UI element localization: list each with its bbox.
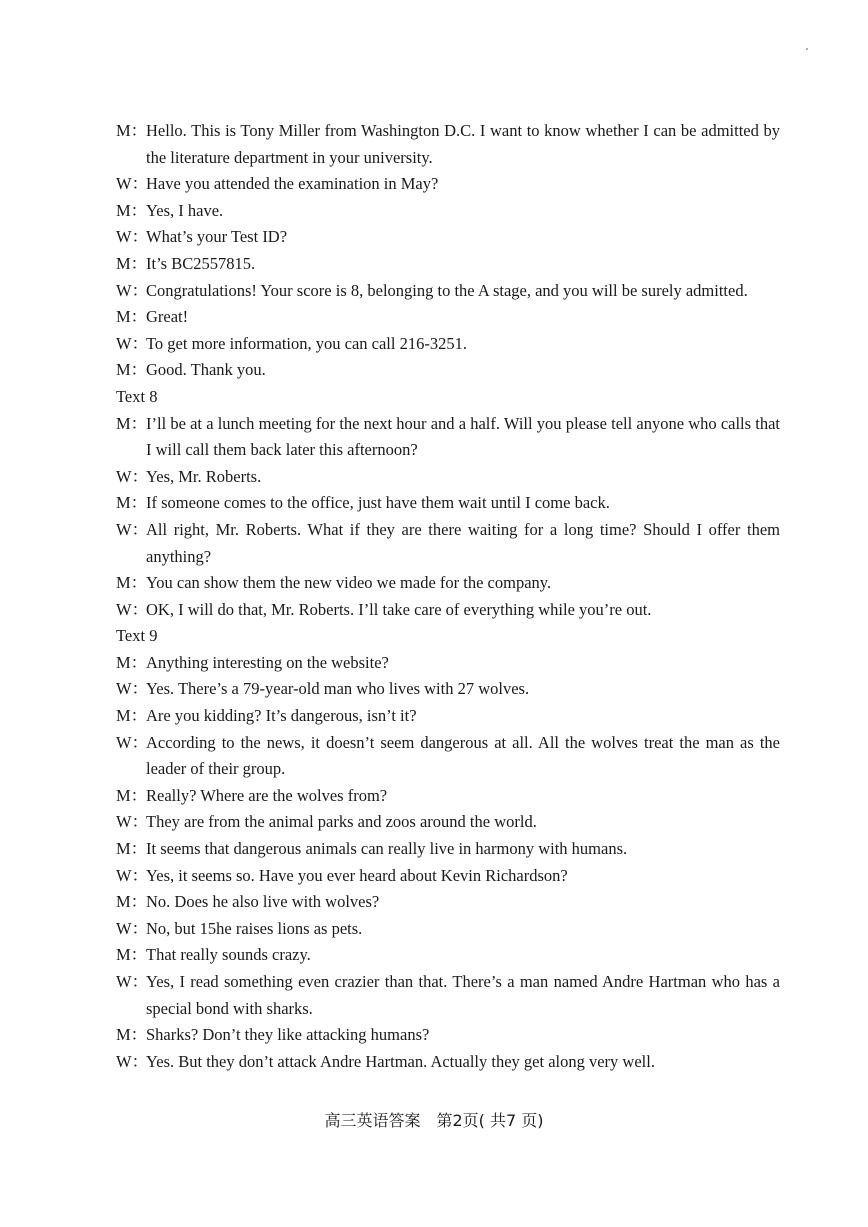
speaker-label: W： xyxy=(116,174,149,194)
dialogue-line xyxy=(116,676,780,703)
dialogue-line xyxy=(116,118,780,171)
speaker-label: M： xyxy=(116,200,148,220)
dialogue-line xyxy=(116,304,780,331)
utterance-text: That really sounds crazy. xyxy=(146,945,311,965)
utterance-text: Really? Where are the wolves from? xyxy=(146,785,388,805)
page-footer: 高三英语答案 第2页( 共7 页) xyxy=(324,1111,544,1130)
dialogue-line xyxy=(116,171,780,198)
speaker-label: M： xyxy=(116,413,148,433)
utterance-text: Yes. But they don’t attack Andre Hartman. Actually they get along very well. xyxy=(146,1051,655,1071)
dialogue-transcript xyxy=(116,118,780,1075)
speaker-label: M： xyxy=(116,307,148,327)
speaker-label: W： xyxy=(116,227,149,247)
speaker-label: W： xyxy=(116,1051,149,1071)
dialogue-line xyxy=(116,703,780,730)
dialogue-line xyxy=(116,490,780,517)
dialogue-line xyxy=(116,411,780,464)
speaker-label: W： xyxy=(116,679,149,699)
dialogue-line xyxy=(116,650,780,677)
dialogue-line xyxy=(116,809,780,836)
utterance-text: I’ll be at a lunch meeting for the next hour and a half. Will you please tell anyone who calls that I will call them back later this afternoon? xyxy=(146,413,780,460)
utterance-text: No. Does he also live with wolves? xyxy=(146,892,380,912)
speaker-label: W： xyxy=(116,280,149,300)
utterance-text: Anything interesting on the website? xyxy=(146,652,389,672)
dialogue-line xyxy=(116,517,780,570)
dialogue-line xyxy=(116,942,780,969)
speaker-label: M： xyxy=(116,360,148,380)
speaker-label: M： xyxy=(116,253,148,273)
utterance-text: No, but 15he raises lions as pets. xyxy=(146,918,363,938)
utterance-text: Have you attended the examination in May? xyxy=(146,174,439,194)
speaker-label: M： xyxy=(116,945,148,965)
scan-speck xyxy=(806,48,808,50)
dialogue-line xyxy=(116,863,780,890)
speaker-label: W： xyxy=(116,732,149,752)
speaker-label: W： xyxy=(116,519,149,539)
utterance-text: OK, I will do that, Mr. Roberts. I’ll take care of everything while you’re out. xyxy=(146,599,652,619)
speaker-label: M： xyxy=(116,892,148,912)
section-heading: Text 8 xyxy=(116,386,158,406)
speaker-label: W： xyxy=(116,333,149,353)
dialogue-line xyxy=(116,783,780,810)
utterance-text: All right, Mr. Roberts. What if they are there waiting for a long time? Should I offer them anything? xyxy=(146,519,780,566)
dialogue-line xyxy=(116,278,780,305)
dialogue-line xyxy=(116,836,780,863)
speaker-label: W： xyxy=(116,812,149,832)
utterance-text: Are you kidding? It’s dangerous, isn’t it? xyxy=(146,706,417,726)
utterance-text: Congratulations! Your score is 8, belonging to the A stage, and you will be surely admitted. xyxy=(146,280,748,300)
speaker-label: M： xyxy=(116,839,148,859)
utterance-text: Good. Thank you. xyxy=(146,360,266,380)
utterance-text: According to the news, it doesn’t seem dangerous at all. All the wolves treat the man as the leader of their group. xyxy=(146,732,780,779)
dialogue-line xyxy=(116,730,780,783)
speaker-label: M： xyxy=(116,573,148,593)
dialogue-line xyxy=(116,570,780,597)
dialogue-line xyxy=(116,251,780,278)
section-heading: Text 9 xyxy=(116,626,158,646)
dialogue-line xyxy=(116,889,780,916)
speaker-label: W： xyxy=(116,466,149,486)
dialogue-line xyxy=(116,464,780,491)
speaker-label: W： xyxy=(116,972,149,991)
utterance-text: To get more information, you can call 216-3251. xyxy=(146,333,467,353)
utterance-text: Great! xyxy=(146,307,189,327)
speaker-label: W： xyxy=(116,865,149,885)
utterance-text: They are from the animal parks and zoos around the world. xyxy=(146,812,537,832)
utterance-text: Yes, it seems so. Have you ever heard about Kevin Richardson? xyxy=(146,865,568,885)
speaker-label: M： xyxy=(116,493,148,513)
dialogue-line xyxy=(116,1022,780,1049)
utterance-text: Hello. This is Tony Miller from Washington D.C. I want to know whether I can be admitted by the literature department in your university. xyxy=(146,121,780,167)
speaker-label: M： xyxy=(116,706,148,726)
utterance-text: What’s your Test ID? xyxy=(146,227,288,247)
speaker-label: M： xyxy=(116,785,148,805)
dialogue-line xyxy=(116,198,780,225)
utterance-text: Sharks? Don’t they like attacking humans? xyxy=(146,1025,430,1045)
speaker-label: M： xyxy=(116,652,148,672)
utterance-text: It’s BC2557815. xyxy=(146,253,256,273)
speaker-label: W： xyxy=(116,599,149,619)
utterance-text: You can show them the new video we made for the company. xyxy=(146,573,552,593)
speaker-label: W： xyxy=(116,918,149,938)
utterance-text: Yes, I have. xyxy=(146,200,224,220)
dialogue-line xyxy=(116,597,780,624)
dialogue-line xyxy=(116,1049,780,1076)
dialogue-line xyxy=(116,916,780,943)
utterance-text: It seems that dangerous animals can really live in harmony with humans. xyxy=(146,839,628,859)
speaker-label: M： xyxy=(116,1025,148,1045)
dialogue-line xyxy=(116,969,780,1022)
utterance-text: If someone comes to the office, just have them wait until I come back. xyxy=(146,493,610,513)
dialogue-line xyxy=(116,224,780,251)
dialogue-line xyxy=(116,357,780,384)
utterance-text: Yes, I read something even crazier than that. There’s a man named Andre Hartman who has a special bond with sharks. xyxy=(146,972,780,1018)
speaker-label: M： xyxy=(116,121,148,140)
utterance-text: Yes. There’s a 79-year-old man who lives with 27 wolves. xyxy=(146,679,530,699)
utterance-text: Yes, Mr. Roberts. xyxy=(146,466,262,486)
dialogue-line xyxy=(116,331,780,358)
